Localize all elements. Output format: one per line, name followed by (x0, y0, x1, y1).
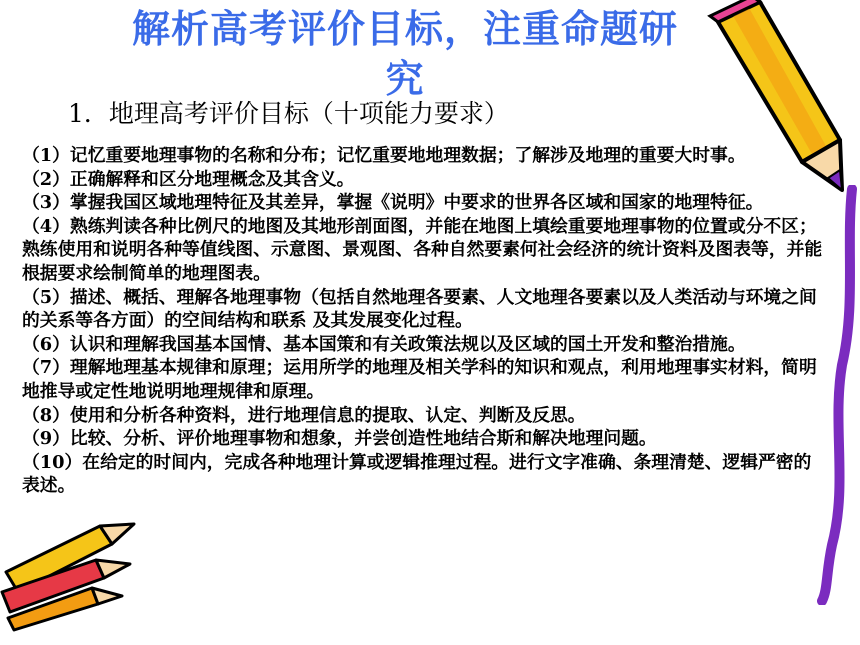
crayons-icon (0, 522, 150, 632)
ability-item-9: （9）比较、分析、评价地理事物和想象，并尝创造性地结合斯和解决地理问题。 (22, 428, 657, 450)
ability-item-1: （1）记忆重要地理事物的名称和分布；记忆重要地地理数据；了解涉及地理的重要大时事。 (22, 145, 746, 166)
brush-stroke-icon (812, 185, 860, 605)
pencil-icon (700, 0, 860, 200)
slide-title: 解析高考评价目标，注重命题研究 (131, 7, 678, 101)
ability-item-10: （10）在给定的时间内，完成各种地理计算或逻辑推理过程。进行文字准确、条理清楚、逻辑严密的表述。 (22, 451, 812, 497)
ability-item-5: （5）描述、概括、理解各地理事物（包括自然地理各要素、人文地理各要素以及人类活动与环境之间的关系等各方面）的空间结构和联系 及其发展变化过程。 (22, 286, 817, 332)
ability-item-8: （8）使用和分析各种资料，进行地理信息的提取、认定、判断及反思。 (22, 404, 586, 426)
ability-item-4: （4）熟练判读各种比例尺的地图及其地形剖面图，并能在地图上填绘重要地理事物的位置或分不区；熟练使用和说明各种等值线图、示意图、景观图、各种自然要素何社会经济的统计资料及图表等，并能根据要求绘制简单的地理图表。 (22, 215, 823, 284)
ability-item-2: （2）正确解释和区分地理概念及其含义。 (22, 168, 355, 190)
ability-item-3: （3）掌握我国区域地理特征及其差异，掌握《说明》中要求的世界各区域和国家的地理特征。 (22, 192, 764, 214)
slide-subtitle: 1．地理高考评价目标（十项能力要求） (68, 99, 509, 128)
ability-item-7: （7）理解地理基本规律和原理；运用所学的地理及相关学科的知识和观点，利用地理事实材料，简明地推导或定性地说明地理规律和原理。 (22, 357, 817, 402)
ability-item-6: （6）认识和理解我国基本国情、基本国策和有关政策法规以及区域的国土开发和整治措施。 (22, 333, 746, 355)
